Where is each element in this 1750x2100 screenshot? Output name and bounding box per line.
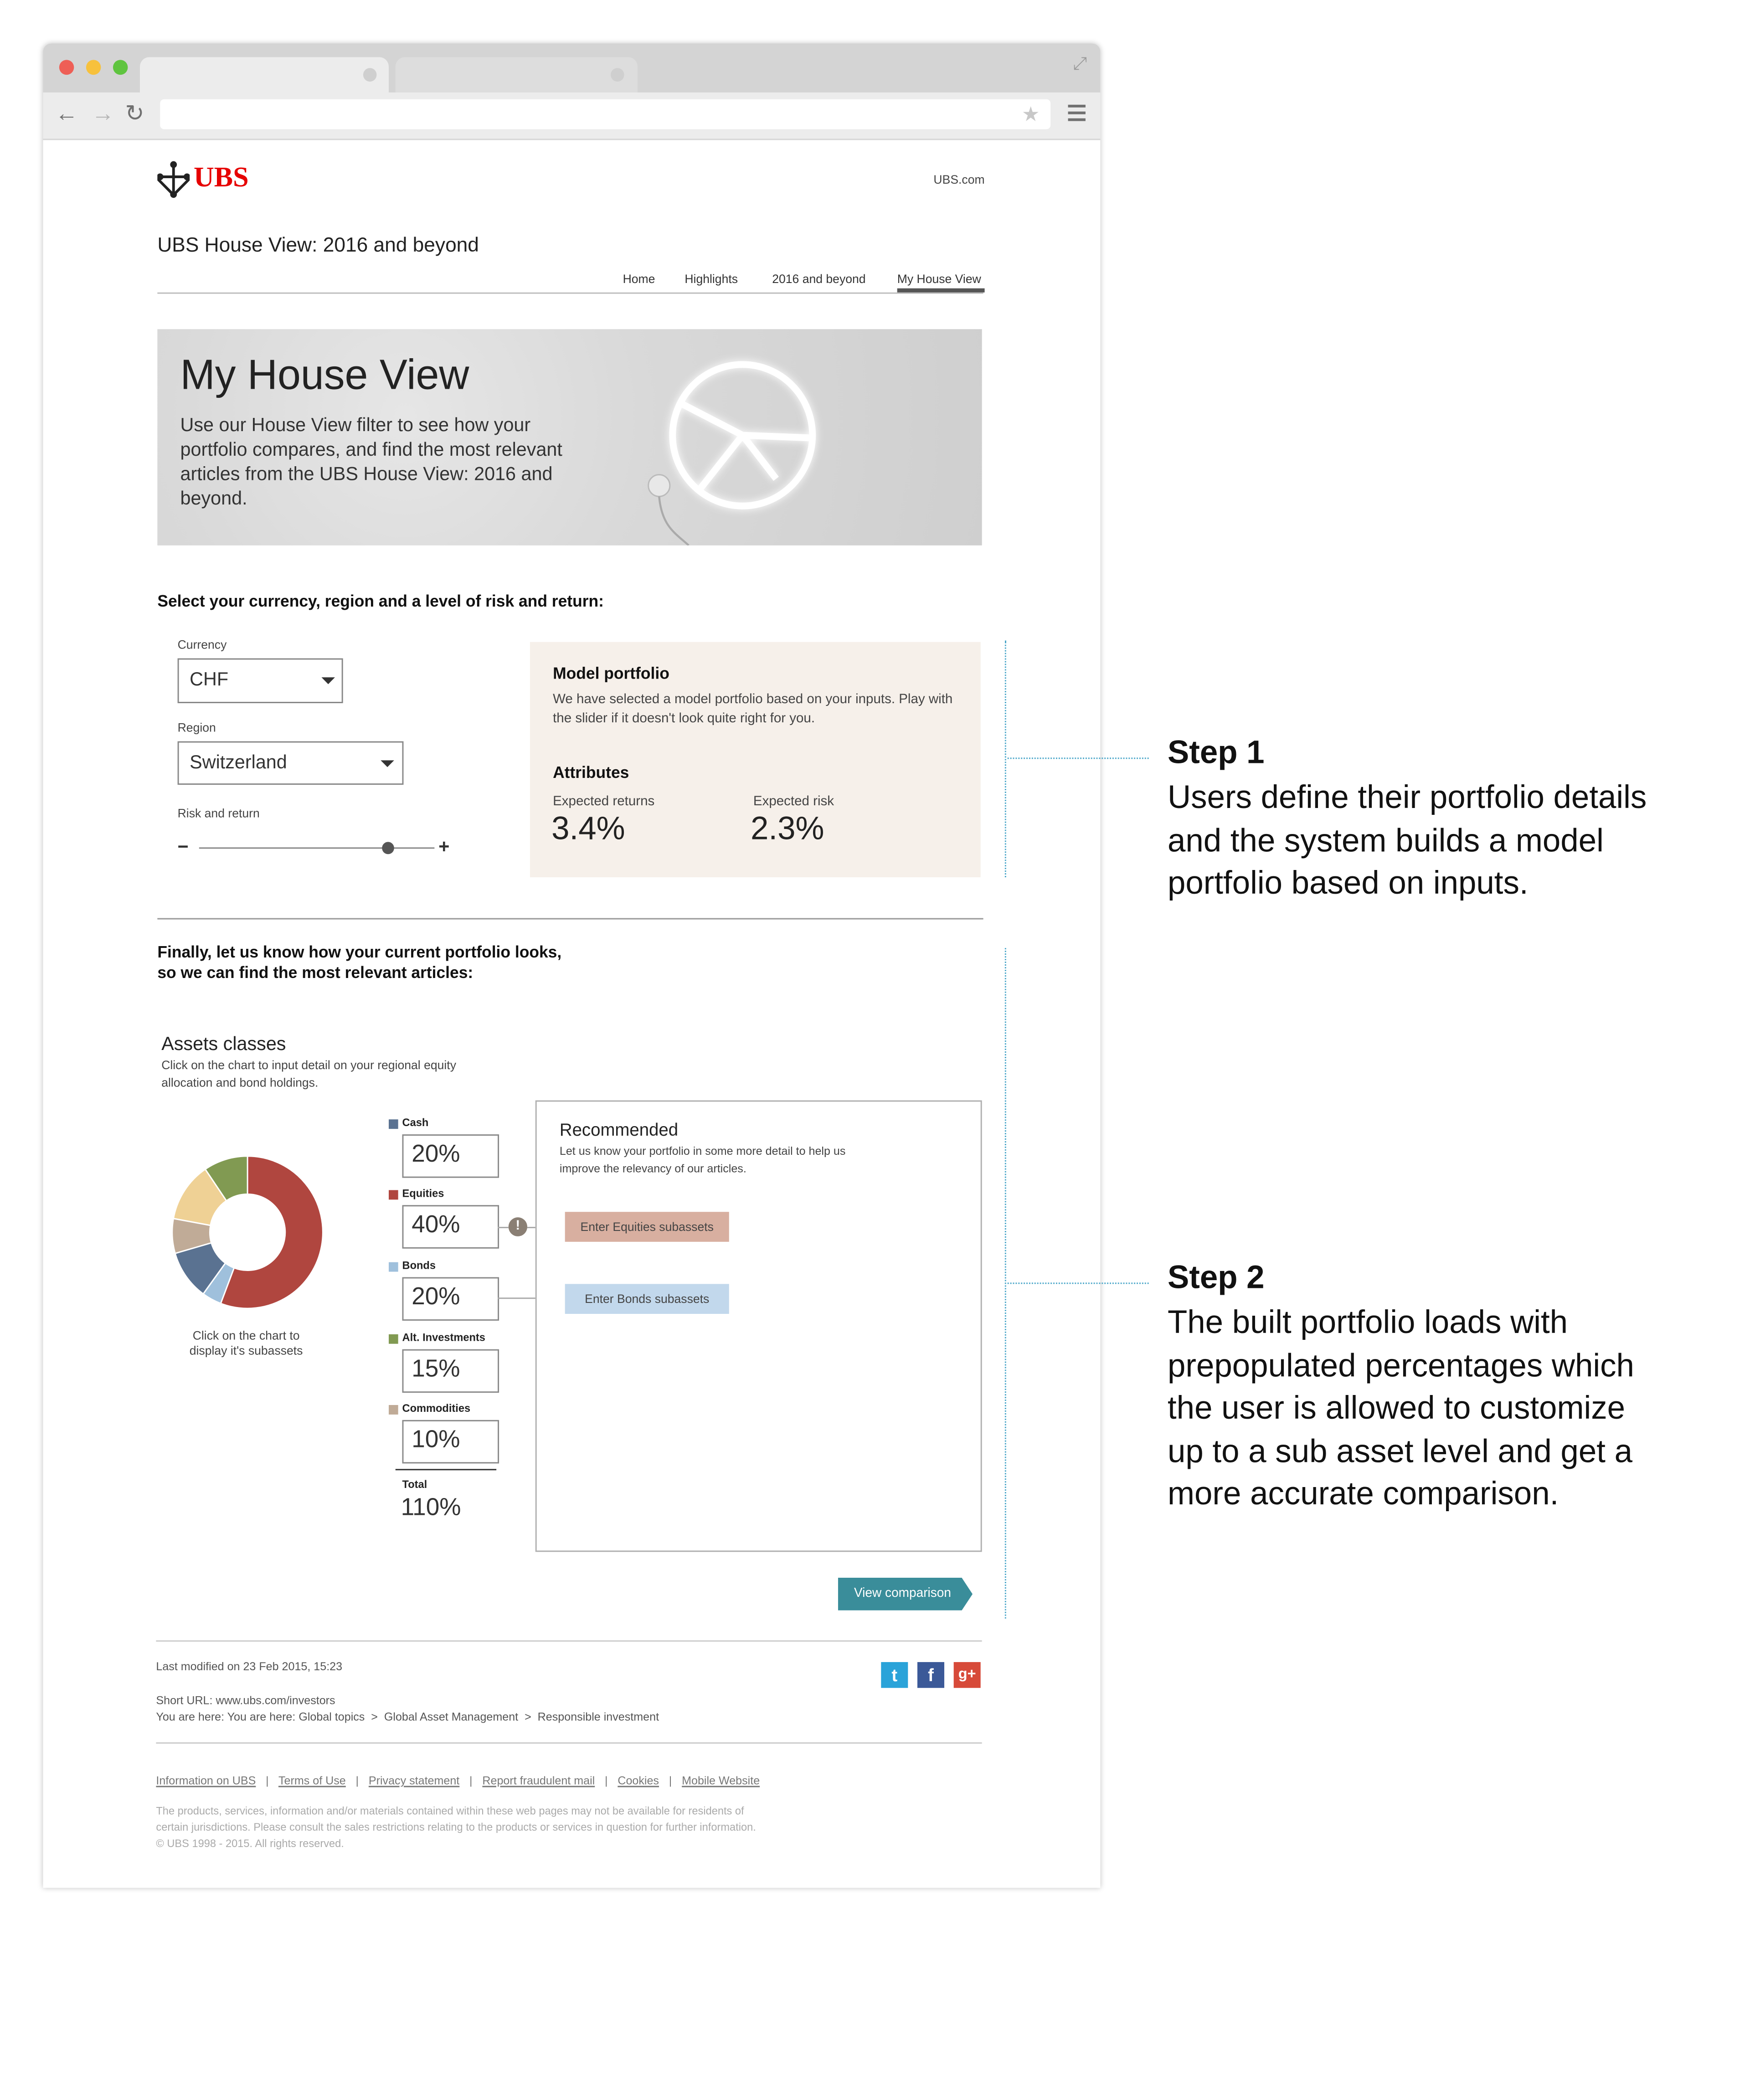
forward-arrow-icon[interactable]: → [91, 100, 114, 127]
currency-value: CHF [190, 668, 229, 690]
nav-divider [157, 293, 983, 294]
total-divider [396, 1469, 496, 1470]
google-plus-icon[interactable]: g+ [954, 1662, 981, 1688]
commodities-label: Commodities [402, 1402, 471, 1415]
chart-hint [188, 1329, 304, 1359]
footer-separator: | [469, 1773, 473, 1787]
disclaimer-line1: The products, services, information and/or materials contained within these web pages may not be available for residents of [156, 1805, 744, 1817]
expected-returns-value: 3.4% [551, 810, 625, 848]
step1-title: Step 1 [1167, 734, 1265, 772]
bonds-legend-swatch [389, 1262, 398, 1272]
nav-highlights[interactable]: Highlights [685, 272, 738, 286]
last-modified: Last modified on 23 Feb 2015, 15:23 [156, 1659, 343, 1673]
equities-value: 40% [412, 1210, 460, 1238]
risk-slider-track[interactable] [199, 847, 435, 849]
footer-links [156, 1774, 760, 1787]
bookmark-star-icon[interactable]: ★ [1021, 103, 1040, 127]
cash-value: 20% [412, 1140, 460, 1167]
alt-investments-label: Alt. Investments [402, 1331, 485, 1344]
nav-home[interactable]: Home [623, 272, 655, 286]
risk-decrease-button[interactable]: − [177, 835, 189, 857]
close-window-button[interactable] [59, 60, 74, 75]
footer-divider [156, 1640, 982, 1642]
hero-title: My House View [180, 351, 469, 399]
section-divider [157, 918, 983, 920]
step1-pointer-line [1008, 757, 1149, 759]
chart-hint-line1: Click on the chart to [192, 1328, 300, 1343]
assets-donut-chart[interactable] [167, 1151, 328, 1314]
step2-line: up to a sub asset level and get a [1167, 1433, 1632, 1470]
current-portfolio-heading [157, 942, 561, 983]
maximize-window-button[interactable] [113, 60, 128, 75]
model-portfolio-panel [530, 642, 981, 877]
minimize-window-button[interactable] [86, 60, 101, 75]
model-portfolio-title: Model portfolio [553, 664, 669, 683]
footer-link-information[interactable]: Information on UBS [156, 1773, 256, 1787]
current-portfolio-heading-line2: so we can find the most relevant articles: [157, 963, 474, 982]
disclaimer [156, 1803, 756, 1852]
footer-link-privacy[interactable]: Privacy statement [368, 1773, 460, 1787]
browser-tab-active[interactable] [140, 57, 389, 93]
assets-desc-line1: Click on the chart to input detail on your regional equity [161, 1058, 457, 1072]
browser-tab-bar [43, 44, 1100, 93]
assets-classes-description [161, 1057, 456, 1092]
bonds-label: Bonds [402, 1259, 436, 1272]
model-portfolio-text: We have selected a model portfolio based on your inputs. Play with the slider if it doesn't look quite right for you. [553, 692, 953, 726]
step2-bracket-line [1005, 948, 1006, 1618]
recommended-panel [535, 1100, 982, 1552]
footer-link-terms[interactable]: Terms of Use [278, 1773, 346, 1787]
commodities-input[interactable] [402, 1420, 499, 1464]
recommended-line1: Let us know your portfolio in some more detail to help us [559, 1143, 846, 1158]
footer-link-report[interactable]: Report fraudulent mail [482, 1773, 595, 1787]
bonds-input[interactable] [402, 1277, 499, 1321]
cash-label: Cash [402, 1117, 429, 1129]
warning-icon: ! [509, 1217, 527, 1236]
step1-line: Users define their portfolio details [1167, 779, 1647, 816]
view-comparison-button[interactable]: View comparison [854, 1585, 952, 1601]
step2-line: The built portfolio loads with [1167, 1304, 1568, 1341]
pie-light-sculpture-image [635, 329, 850, 546]
chevron-down-icon [381, 760, 394, 767]
region-value: Switzerland [190, 751, 287, 773]
nav-my-house-view[interactable]: My House View [897, 272, 981, 286]
twitter-icon[interactable]: t [881, 1662, 908, 1688]
browser-tab-inactive[interactable] [396, 57, 638, 93]
commodities-value: 10% [412, 1425, 460, 1453]
hero-banner [157, 329, 982, 546]
commodities-legend-swatch [389, 1405, 398, 1415]
total-label: Total [402, 1478, 427, 1491]
footer-link-mobile[interactable]: Mobile Website [682, 1773, 760, 1787]
copyright: © UBS 1998 - 2015. All rights reserved. [156, 1838, 344, 1850]
footer-link-cookies[interactable]: Cookies [618, 1773, 659, 1787]
step1-line: portfolio based on inputs. [1167, 865, 1529, 902]
expected-risk-label: Expected risk [753, 794, 834, 809]
assets-desc-line2: allocation and bond holdings. [161, 1076, 319, 1090]
step2-line: the user is allowed to customize [1167, 1390, 1626, 1427]
footer-separator: | [605, 1773, 608, 1787]
cash-legend-swatch [389, 1119, 398, 1129]
step2-text [1168, 1302, 1634, 1516]
enter-bonds-subassets-button[interactable]: Enter Bonds subassets [565, 1284, 729, 1314]
risk-increase-button[interactable]: + [438, 835, 450, 857]
tab-close-icon[interactable] [363, 68, 377, 82]
enter-equities-subassets-button[interactable]: Enter Equities subassets [565, 1212, 729, 1242]
selection-heading: Select your currency, region and a level of risk and return: [157, 592, 604, 611]
expected-risk-value: 2.3% [750, 810, 824, 848]
recommended-text [560, 1143, 846, 1178]
connector-line [498, 1227, 509, 1228]
footer-separator: | [669, 1773, 672, 1787]
expected-returns-label: Expected returns [553, 794, 655, 809]
address-bar[interactable] [160, 99, 1050, 129]
disclaimer-line2: certain jurisdictions. Please consult the sales restrictions relating to the products or services in question for further information. [156, 1821, 756, 1834]
chart-hint-line2: display it's subassets [189, 1343, 303, 1358]
footer-separator: | [266, 1773, 269, 1787]
alt-investments-value: 15% [412, 1354, 460, 1382]
step2-line: more accurate comparison. [1167, 1476, 1559, 1513]
step2-pointer-line [1008, 1282, 1149, 1284]
reload-icon[interactable]: ↻ [125, 100, 144, 127]
currency-label: Currency [177, 638, 227, 652]
fullscreen-icon[interactable]: ⤢ [1073, 53, 1087, 74]
risk-label: Risk and return [177, 806, 260, 820]
equities-legend-swatch [389, 1190, 398, 1199]
footer-divider-2 [156, 1742, 982, 1744]
recommended-title: Recommended [559, 1119, 679, 1140]
total-value: 110% [401, 1493, 461, 1521]
step1-bracket-line [1005, 641, 1006, 877]
browser-toolbar [43, 93, 1100, 140]
step1-line: and the system builds a model [1167, 822, 1604, 859]
equities-input[interactable] [402, 1205, 499, 1249]
chevron-down-icon [321, 677, 335, 684]
region-select[interactable] [178, 741, 404, 785]
tab-close-icon[interactable] [611, 68, 624, 82]
hero-text: Use our House View filter to see how your portfolio compares, and find the most relevant articles from the UBS House View: 2016 and beyond. [180, 413, 562, 509]
alt-investments-legend-swatch [389, 1334, 398, 1344]
step2-title: Step 2 [1167, 1259, 1265, 1297]
ubs-com-link[interactable]: UBS.com [933, 173, 985, 186]
breadcrumb: You are here: You are here: Global topics > Global Asset Management > Responsible investment [156, 1709, 659, 1724]
short-url: Short URL: www.ubs.com/investors [156, 1693, 335, 1707]
page-title: UBS House View: 2016 and beyond [157, 234, 479, 257]
footer-separator: | [355, 1773, 359, 1787]
equities-label: Equities [402, 1187, 444, 1200]
ubs-keys-icon [157, 160, 190, 199]
assets-classes-title: Assets classes [161, 1032, 286, 1054]
currency-select[interactable] [178, 658, 343, 703]
current-portfolio-heading-line1: Finally, let us know how your current portfolio looks, [157, 942, 562, 962]
bonds-value: 20% [412, 1282, 460, 1310]
region-label: Region [177, 721, 216, 735]
attributes-title: Attributes [553, 763, 629, 782]
step2-line: prepopulated percentages which [1167, 1347, 1634, 1384]
recommended-line2: improve the relevancy of our articles. [559, 1161, 746, 1175]
step1-text [1168, 777, 1647, 905]
cash-input[interactable] [402, 1134, 499, 1178]
facebook-icon[interactable]: f [917, 1662, 944, 1688]
back-arrow-icon[interactable]: ← [55, 100, 78, 127]
nav-active-indicator [897, 288, 985, 293]
alt-investments-input[interactable] [402, 1349, 499, 1393]
hamburger-menu-icon[interactable] [1068, 105, 1086, 125]
nav-2016-and-beyond[interactable]: 2016 and beyond [772, 272, 866, 286]
brand-name: UBS [194, 160, 249, 193]
